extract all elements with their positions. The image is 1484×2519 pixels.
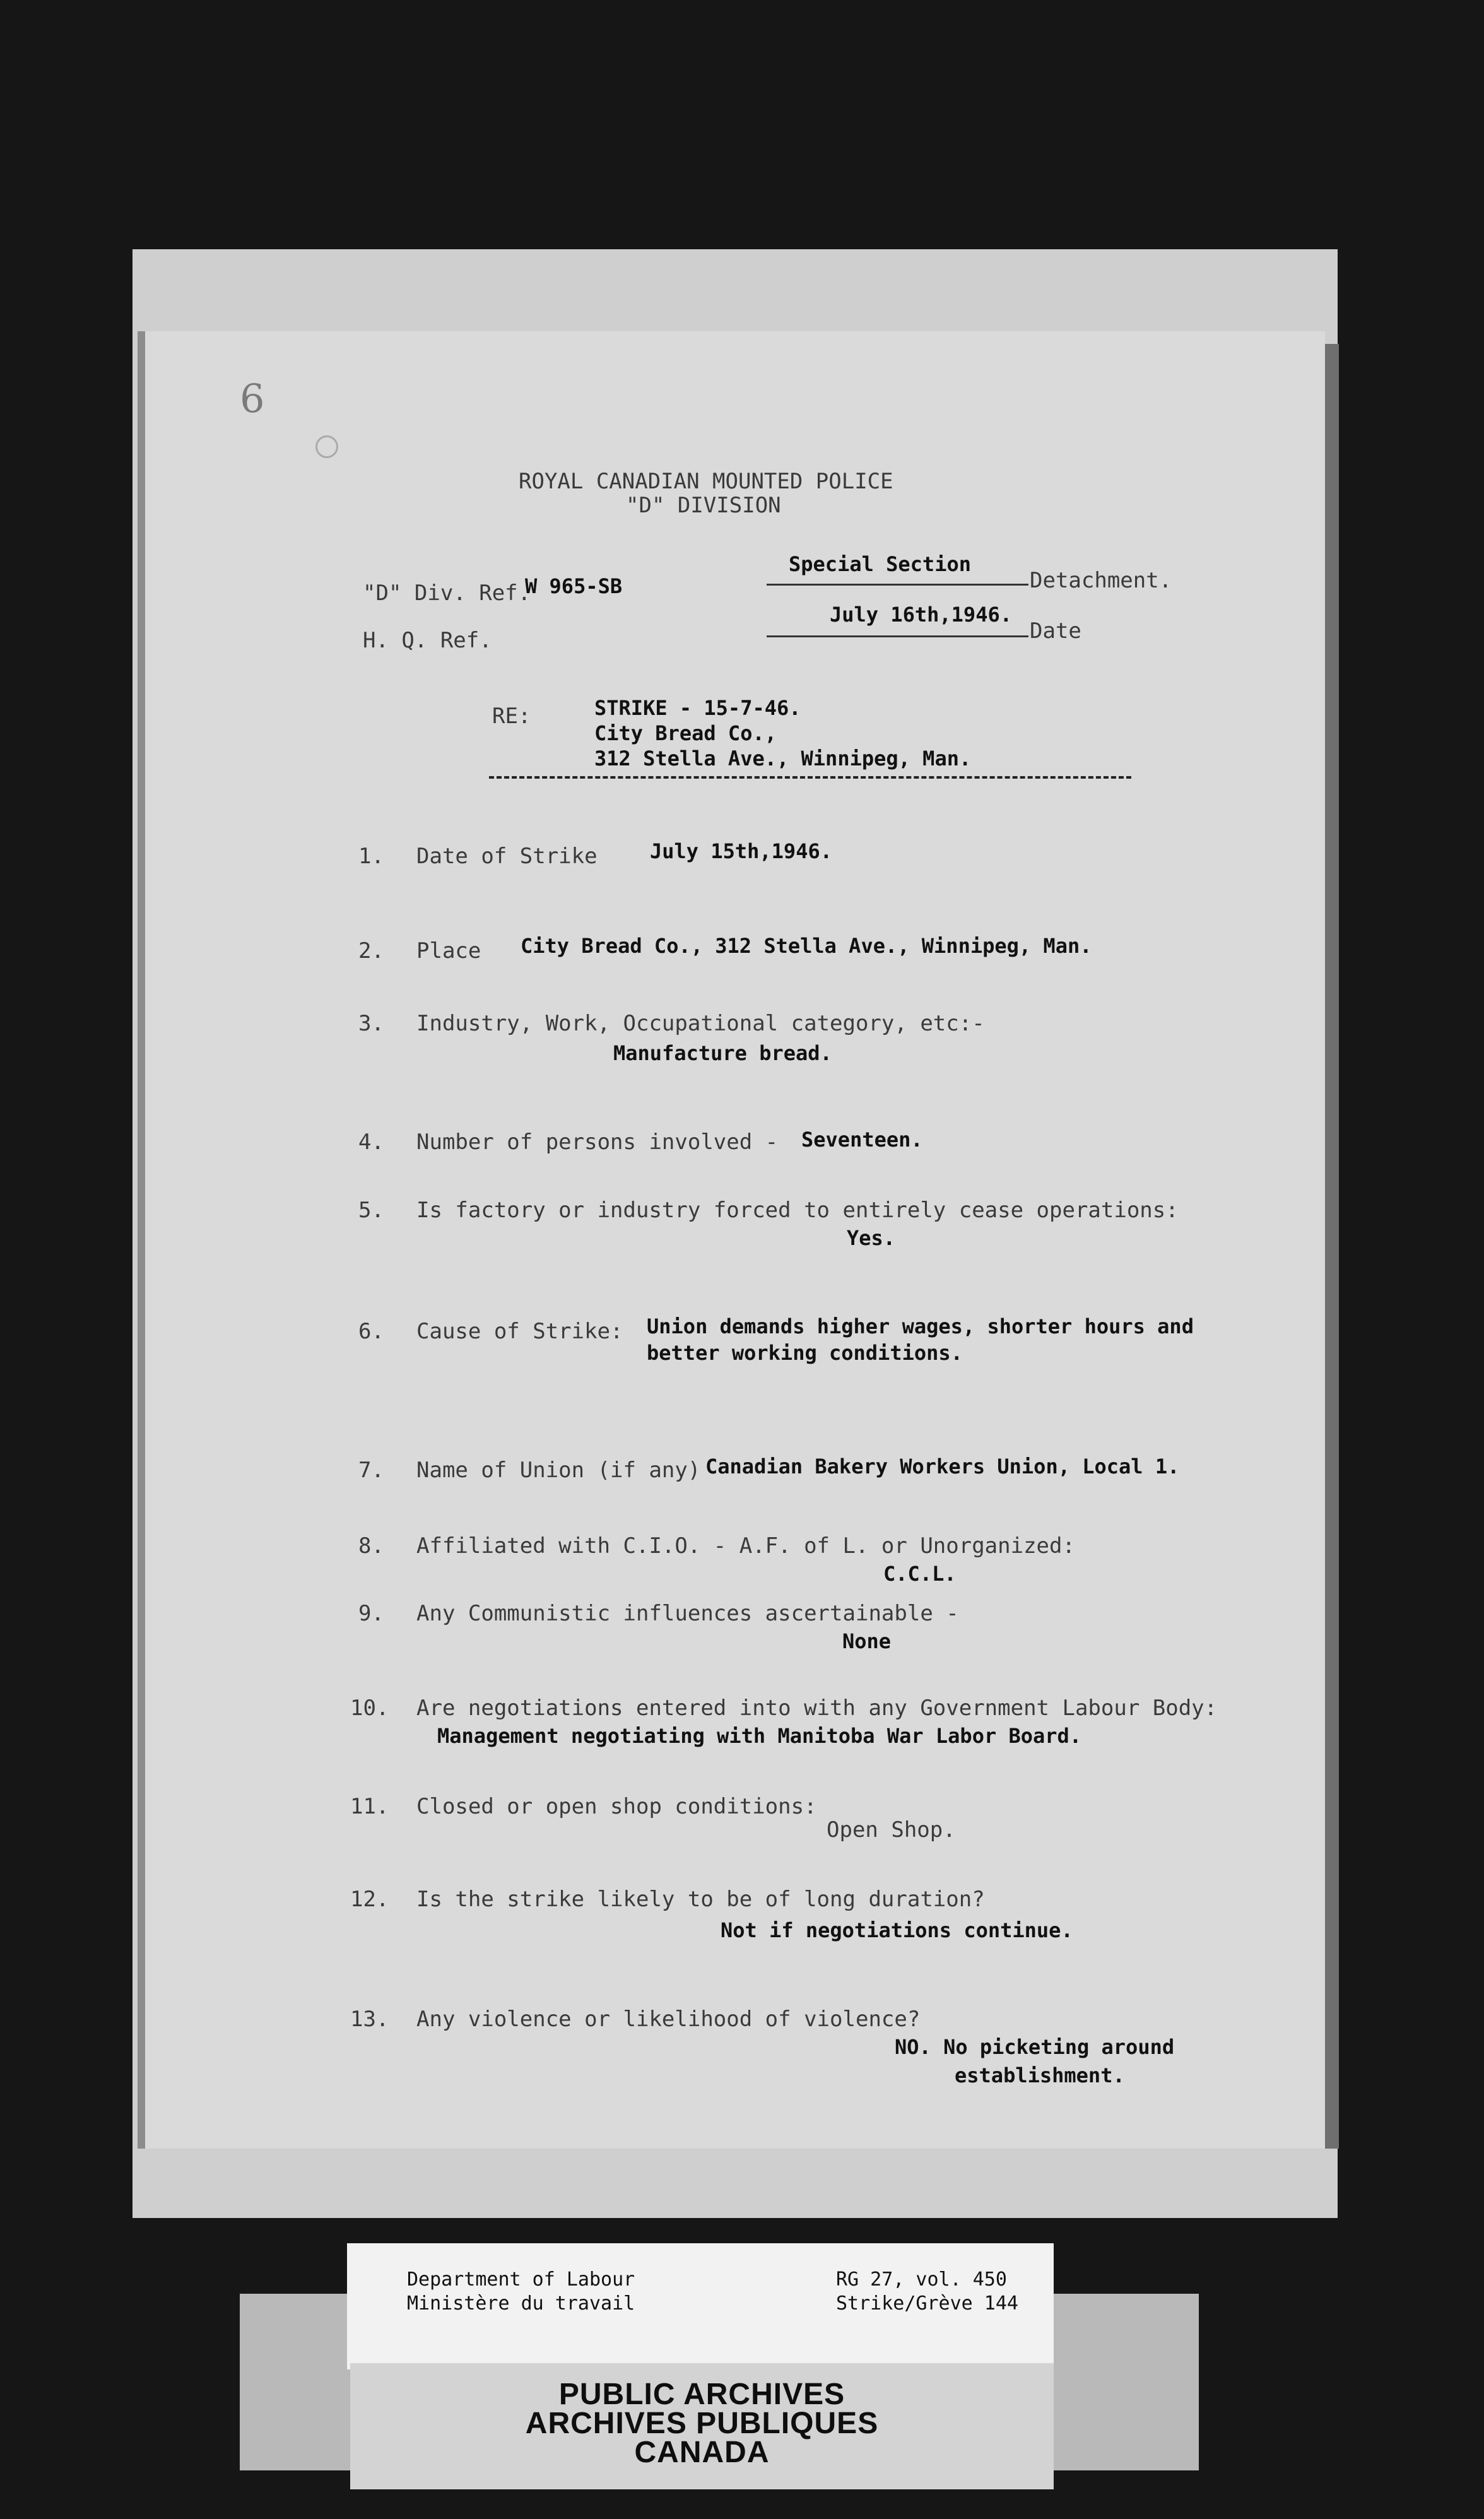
item-answer: NO. No picketing around [895,2035,1175,2059]
item-number: 10. [350,1696,389,1721]
item-question: Affiliated with C.I.O. - A.F. of L. or Unorganized: [416,1533,1075,1559]
item-answer: City Bread Co., 312 Stella Ave., Winnipeg, Man. [521,934,1092,958]
department-english: Department of Labour [407,2268,635,2291]
item-answer: C.C.L. [883,1562,957,1586]
item-number: 9. [358,1601,384,1626]
item-answer: Manufacture bread. [613,1041,832,1065]
item-answer: Management negotiating with Manitoba War Labor Board. [437,1724,1082,1748]
div-ref-value: W 965-SB [525,574,623,598]
item-number: 5. [358,1198,384,1223]
item-number: 1. [358,844,384,869]
re-divider [489,776,1131,779]
item-question: Cause of Strike: [416,1319,623,1344]
item-number: 6. [358,1319,384,1344]
item-answer-continued: better working conditions. [647,1341,963,1365]
item-number: 11. [350,1794,389,1819]
item-question: Are negotiations entered into with any Government Labour Body: [416,1696,1218,1721]
item-number: 13. [350,2007,389,2032]
item-answer: None [842,1629,892,1653]
detachment-underline [767,584,1028,586]
record-group-ref: RG 27, vol. 450 [836,2268,1007,2291]
item-question: Any violence or likelihood of violence? [416,2007,921,2032]
handwritten-mark: 6 [240,375,265,422]
punch-hole-mark [315,435,338,458]
stamp-line-1: PUBLIC ARCHIVES [558,2378,845,2411]
date-value: July 16th,1946. [830,603,1012,627]
public-archives-stamp [350,2363,1054,2489]
item-number: 8. [358,1533,384,1559]
item-number: 12. [350,1887,389,1912]
detachment-label: Detachment. [1030,568,1172,593]
item-number: 2. [358,938,384,964]
div-ref-label: "D" Div. Ref. [363,581,531,606]
item-question: Is factory or industry forced to entirely cease operations: [416,1198,1179,1223]
date-underline [767,635,1028,637]
item-answer: July 15th,1946. [650,839,832,863]
item-question: Industry, Work, Occupational category, etc:- [416,1011,985,1036]
re-label: RE: [492,704,531,729]
item-number: 7. [358,1458,384,1483]
item-question: Name of Union (if any) [416,1458,701,1483]
item-number: 3. [358,1011,384,1036]
re-line-3: 312 Stella Ave., Winnipeg, Man. [594,746,972,770]
item-question: Number of persons involved - [416,1130,779,1155]
item-answer: Union demands higher wages, shorter hours and [647,1314,1194,1338]
stamp-line-2: ARCHIVES PUBLIQUES [525,2407,879,2440]
item-question: Any Communistic influences ascertainable - [416,1601,959,1626]
archive-reference-label [347,2243,1054,2369]
item-answer: Not if negotiations continue. [721,1918,1073,1942]
document-page [145,331,1325,2149]
header-line-2: "D" DIVISION [626,493,781,518]
re-line-2: City Bread Co., [594,721,777,745]
strike-number-ref: Strike/Grève 144 [836,2292,1018,2315]
item-answer: Seventeen. [801,1128,923,1152]
item-answer: Yes. [847,1226,896,1250]
department-french: Ministère du travail [407,2292,635,2315]
page-edge-shadow [1325,344,1339,2149]
re-line-1: STRIKE - 15-7-46. [594,696,801,720]
header-line-1: ROYAL CANADIAN MOUNTED POLICE [519,469,893,494]
item-question: Place [416,938,481,964]
item-question: Is the strike likely to be of long duration? [416,1887,985,1912]
detachment-value: Special Section [789,552,971,576]
date-label: Date [1030,618,1081,644]
stamp-line-3: CANADA [634,2436,770,2469]
item-question: Date of Strike [416,844,598,869]
item-number: 4. [358,1130,384,1155]
item-question: Closed or open shop conditions: [416,1794,817,1819]
item-answer: Open Shop. [827,1817,956,1843]
item-answer-continued: establishment. [955,2063,1125,2087]
item-answer: Canadian Bakery Workers Union, Local 1. [705,1454,1180,1478]
hq-ref-label: H. Q. Ref. [363,628,492,653]
